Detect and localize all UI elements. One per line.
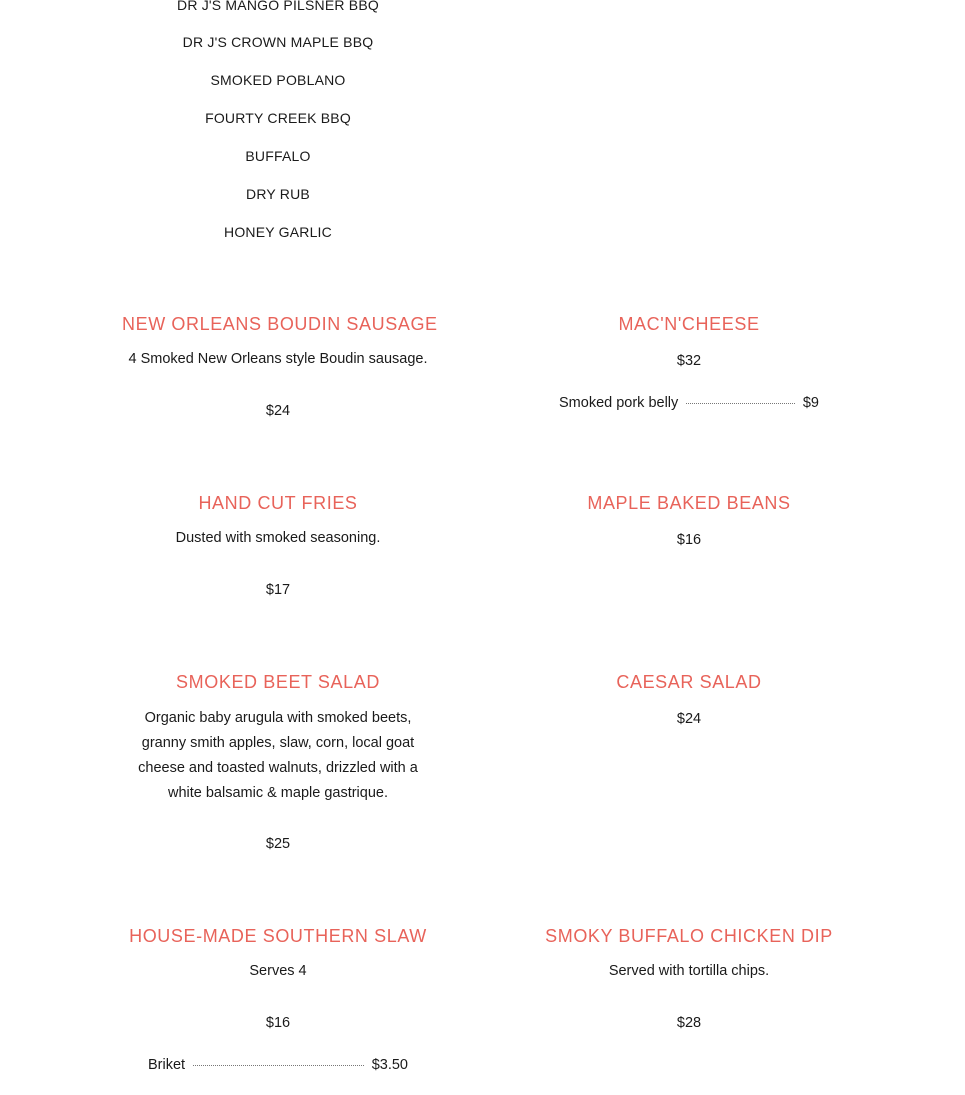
item-price: $16 (676, 532, 702, 548)
addon-label: Briket (148, 1057, 186, 1073)
sauce-item: FOURTY CREEK BBQ (205, 110, 351, 126)
item-description: Dusted with smoked seasoning. (175, 530, 381, 546)
item-title: SMOKY BUFFALO CHICKEN DIP (545, 926, 833, 946)
item-title: MAPLE BAKED BEANS (587, 493, 791, 513)
item-title: SMOKED BEET SALAD (176, 672, 380, 692)
sauce-item: DR J'S MANGO PILSNER BBQ (177, 0, 379, 13)
sauce-item: DRY RUB (246, 186, 310, 202)
addon-price: $9 (802, 395, 819, 411)
sauce-item: HONEY GARLIC (224, 224, 332, 240)
item-price: $24 (265, 403, 291, 419)
item-price: $32 (676, 353, 702, 369)
dot-leader (686, 403, 795, 404)
addon-label: Smoked pork belly (559, 395, 679, 411)
item-title: HAND CUT FRIES (198, 493, 358, 513)
addon-row (148, 1056, 408, 1074)
item-description: 4 Smoked New Orleans style Boudin sausage. (128, 351, 428, 367)
item-price: $16 (265, 1015, 291, 1031)
addon-price: $3.50 (371, 1057, 408, 1073)
item-description: Serves 4 (249, 963, 307, 979)
item-price: $28 (676, 1015, 702, 1031)
sauce-item: BUFFALO (245, 148, 311, 164)
item-price: $17 (265, 582, 291, 598)
addon-row (559, 394, 819, 412)
item-description: Served with tortilla chips. (608, 963, 770, 979)
sauce-item: DR J'S CROWN MAPLE BBQ (182, 34, 374, 50)
sauce-item: SMOKED POBLANO (210, 72, 346, 88)
item-description: Organic baby arugula with smoked beets, granny smith apples, slaw, corn, local goat cheese and toasted walnuts, drizzled with a white balsamic & maple gastrique. (138, 710, 418, 801)
dot-leader (193, 1065, 364, 1066)
item-title: HOUSE-MADE SOUTHERN SLAW (129, 926, 427, 946)
item-title: CAESAR SALAD (616, 672, 762, 692)
item-price: $24 (676, 711, 702, 727)
item-price: $25 (265, 836, 291, 852)
item-title: MAC'N'CHEESE (618, 314, 760, 334)
item-title: NEW ORLEANS BOUDIN SAUSAGE (122, 314, 438, 334)
